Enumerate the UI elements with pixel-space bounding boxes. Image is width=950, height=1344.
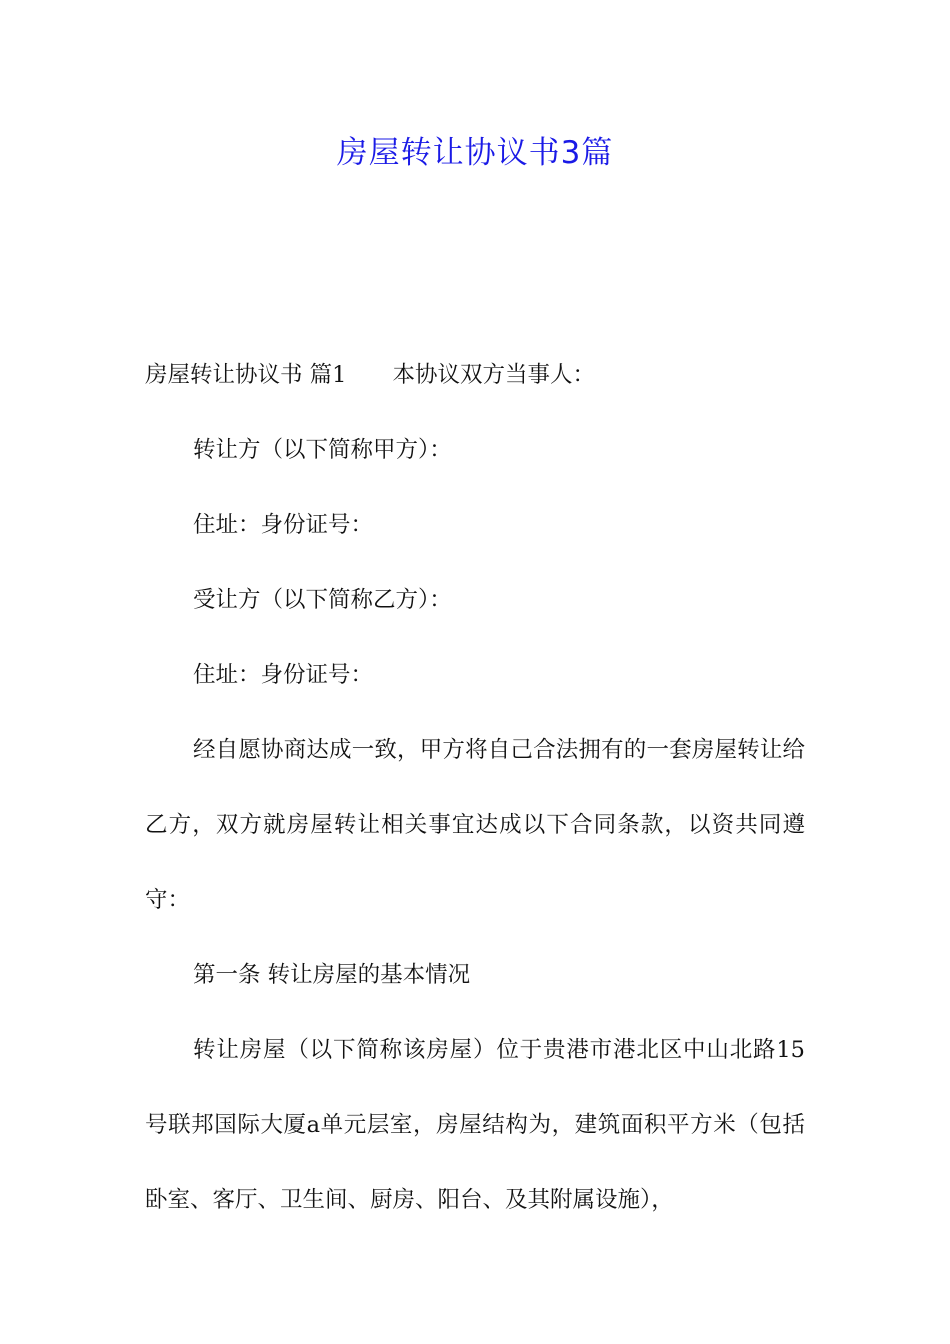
paragraph-property-description: 转让房屋（以下简称该房屋）位于贵港市港北区中山北路15号联邦国际大厦a单元层室，房屋结构为，建筑面积平方米（包括卧室、客厅、卫生间、厨房、阳台、及其附属设施），	[145, 1037, 805, 1213]
paragraph-transferee-address: 住址：身份证号：	[193, 662, 374, 688]
section-heading: 房屋转让协议书 篇1	[145, 362, 347, 388]
section-heading-line	[145, 338, 805, 413]
document-body	[145, 338, 805, 1238]
article-one-heading: 第一条 转让房屋的基本情况	[193, 962, 471, 988]
document-title: 房屋转让协议书3篇	[336, 135, 614, 171]
paragraph-transferor-address: 住址：身份证号：	[193, 512, 374, 538]
paragraph-agreement: 经自愿协商达成一致，甲方将自己合法拥有的一套房屋转让给乙方，双方就房屋转让相关事宜达成以下合同条款，以资共同遵守：	[145, 737, 805, 913]
paragraph-transferee: 受让方（以下简称乙方）：	[193, 587, 452, 613]
paragraph-transferor: 转让方（以下简称甲方）：	[193, 437, 452, 463]
section-intro: 本协议双方当事人：	[392, 362, 595, 388]
